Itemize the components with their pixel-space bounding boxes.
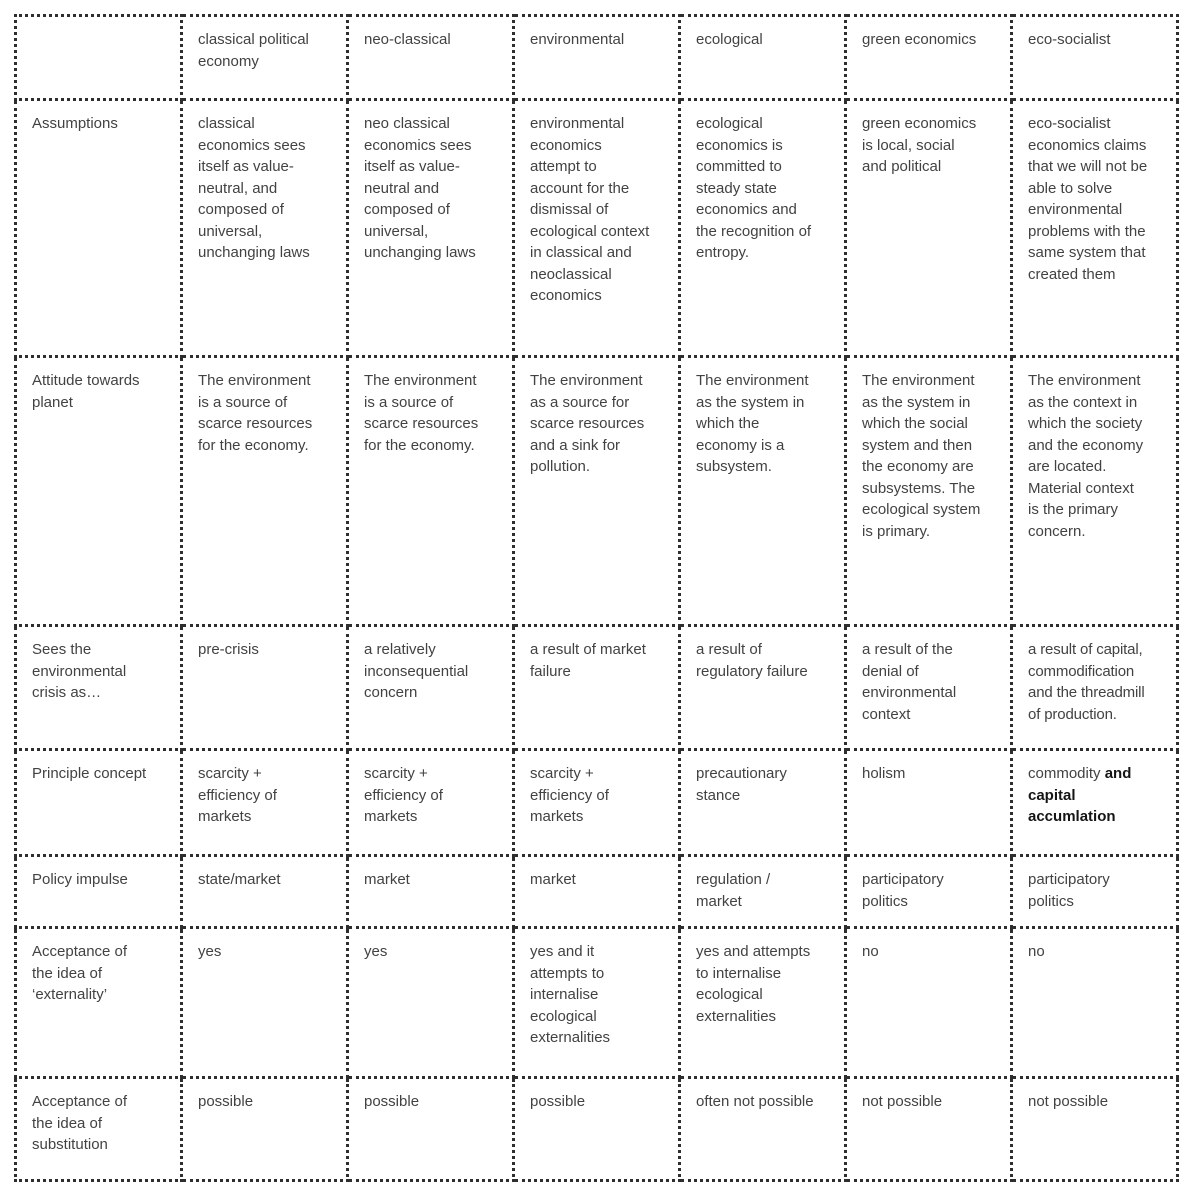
row-label-acceptance-substitution: Acceptance of the idea of substitution xyxy=(16,1078,182,1181)
table-cell: The environment as the system in which the social system and then the economy are subsystems. The ecological system is primary. xyxy=(846,357,1012,626)
table-cell: participatory politics xyxy=(846,856,1012,928)
table-cell: market xyxy=(514,856,680,928)
row-label-sees-crisis-as: Sees the environmental crisis as… xyxy=(16,626,182,750)
table-cell: green economics is local, social and political xyxy=(846,100,1012,357)
table-cell: scarcity + efficiency of markets xyxy=(182,750,348,856)
table-cell: no xyxy=(1012,928,1178,1078)
col-header-eco-socialist: eco-socialist xyxy=(1012,16,1178,100)
table-cell: precautionary stance xyxy=(680,750,846,856)
row-label-principle-concept: Principle concept xyxy=(16,750,182,856)
table-cell: not possible xyxy=(846,1078,1012,1181)
row-principle-concept xyxy=(16,750,1178,856)
row-assumptions xyxy=(16,100,1178,357)
col-header-neo-classical: neo-classical xyxy=(348,16,514,100)
table-cell: a result of regulatory failure xyxy=(680,626,846,750)
row-policy-impulse xyxy=(16,856,1178,928)
table-cell: a relatively inconsequential concern xyxy=(348,626,514,750)
table-cell: often not possible xyxy=(680,1078,846,1181)
table-cell: yes and attempts to internalise ecological externalities xyxy=(680,928,846,1078)
table-cell: The environment is a source of scarce resources for the economy. xyxy=(348,357,514,626)
row-acceptance-externality xyxy=(16,928,1178,1078)
table-cell: a result of the denial of environmental context xyxy=(846,626,1012,750)
cell-text-bold: and capital accumlation xyxy=(1028,765,1132,825)
col-header-classical-political-economy: classical political economy xyxy=(182,16,348,100)
table-cell xyxy=(1012,750,1178,856)
row-sees-crisis-as xyxy=(16,626,1178,750)
table-cell: environmental economics attempt to account for the dismissal of ecological context in classical and neoclassical economics xyxy=(514,100,680,357)
table-cell: not possible xyxy=(1012,1078,1178,1181)
table-cell: holism xyxy=(846,750,1012,856)
table-cell: ecological economics is committed to steady state economics and the recognition of entropy. xyxy=(680,100,846,357)
corner-cell xyxy=(16,16,182,100)
table-cell: eco-socialist economics claims that we will not be able to solve environmental problems with the same system that created them xyxy=(1012,100,1178,357)
row-label-acceptance-externality: Acceptance of the idea of ‘externality’ xyxy=(16,928,182,1078)
row-label-policy-impulse: Policy impulse xyxy=(16,856,182,928)
table-cell: state/market xyxy=(182,856,348,928)
table-cell: regulation / market xyxy=(680,856,846,928)
table-cell: yes xyxy=(348,928,514,1078)
table-cell: possible xyxy=(182,1078,348,1181)
table-cell: yes xyxy=(182,928,348,1078)
table-cell: yes and it attempts to internalise ecological externalities xyxy=(514,928,680,1078)
row-attitude-towards-planet xyxy=(16,357,1178,626)
header-row xyxy=(16,16,1178,100)
table-cell: possible xyxy=(514,1078,680,1181)
table-cell: scarcity + efficiency of markets xyxy=(348,750,514,856)
cell-text-normal: commodity xyxy=(1028,765,1105,782)
table-cell: a result of capital, commodification and the threadmill of production. xyxy=(1012,626,1178,750)
col-header-green-economics: green economics xyxy=(846,16,1012,100)
table-cell: possible xyxy=(348,1078,514,1181)
table-cell: a result of market failure xyxy=(514,626,680,750)
table-cell: no xyxy=(846,928,1012,1078)
col-header-ecological: ecological xyxy=(680,16,846,100)
row-acceptance-substitution xyxy=(16,1078,1178,1181)
table-cell: The environment as the system in which the economy is a subsystem. xyxy=(680,357,846,626)
col-header-environmental: environmental xyxy=(514,16,680,100)
table-cell: scarcity + efficiency of markets xyxy=(514,750,680,856)
table-cell: participatory politics xyxy=(1012,856,1178,928)
table-cell: classical economics sees itself as value-neutral, and composed of universal, unchanging laws xyxy=(182,100,348,357)
table-cell: The environment is a source of scarce resources for the economy. xyxy=(182,357,348,626)
table-cell: pre-crisis xyxy=(182,626,348,750)
row-label-attitude-towards-planet: Attitude towards planet xyxy=(16,357,182,626)
table-cell: neo classical economics sees itself as value-neutral and composed of universal, unchanging laws xyxy=(348,100,514,357)
table-cell: market xyxy=(348,856,514,928)
table-cell: The environment as the context in which the society and the economy are located. Material context is the primary concern. xyxy=(1012,357,1178,626)
row-label-assumptions: Assumptions xyxy=(16,100,182,357)
table-cell: The environment as a source for scarce resources and a sink for pollution. xyxy=(514,357,680,626)
comparison-table xyxy=(14,14,1179,1182)
